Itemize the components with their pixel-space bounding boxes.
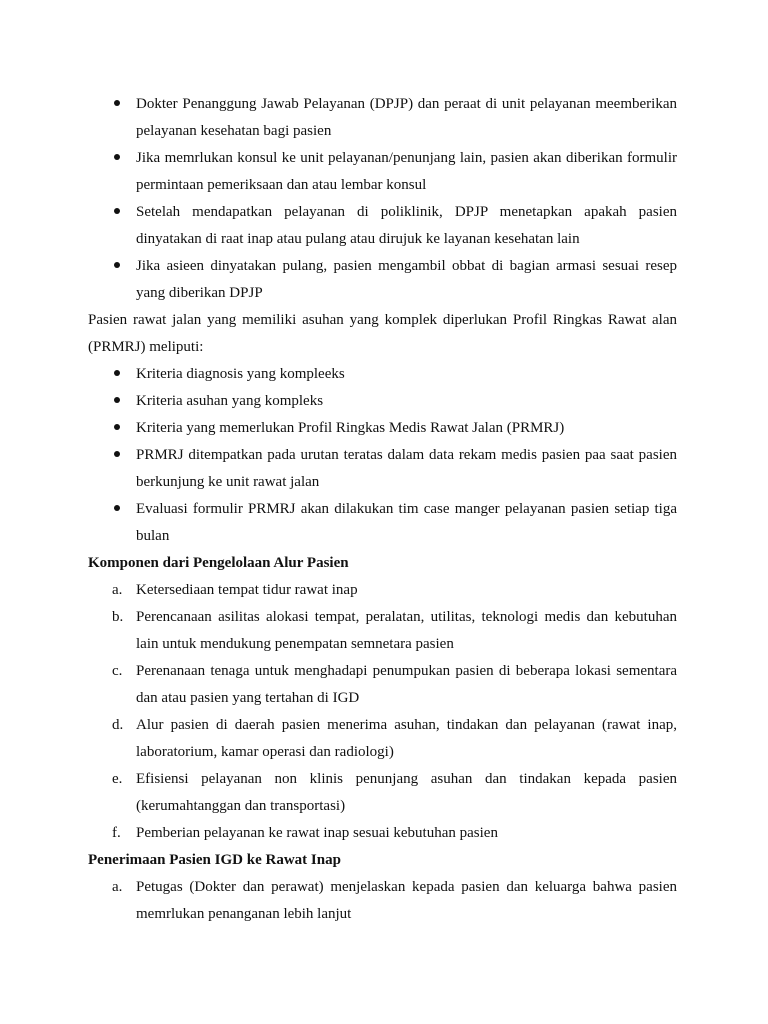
list-item (88, 496, 677, 550)
bullet-list-prmrj (88, 361, 677, 550)
bullet-icon (112, 415, 128, 442)
list-item (88, 874, 677, 928)
list-item (88, 199, 677, 253)
bullet-icon (112, 496, 128, 523)
list-item-text: PRMRJ ditempatkan pada urutan teratas dalam data rekam medis pasien paa saat pasien berkunjung ke unit rawat jalan (136, 447, 677, 490)
list-item-text: Petugas (Dokter dan perawat) menjelaskan kepada pasien dan keluarga bahwa pasien memrlukan penanganan lebih lanjut (136, 879, 677, 922)
list-item (88, 577, 677, 604)
list-item (88, 253, 677, 307)
list-item-text: Jika asieen dinyatakan pulang, pasien mengambil obbat di bagian armasi sesuai resep yang diberikan DPJP (136, 258, 677, 301)
list-marker: c. (112, 663, 123, 679)
section-heading-komponen: Komponen dari Pengelolaan Alur Pasien (88, 555, 349, 571)
list-item-text: Ketersediaan tempat tidur rawat inap (136, 582, 358, 598)
list-item (88, 388, 677, 415)
bullet-icon (112, 91, 128, 118)
list-item (88, 415, 677, 442)
lettered-list-komponen (88, 577, 677, 847)
list-item-text: Alur pasien di daerah pasien menerima asuhan, tindakan dan pelayanan (rawat inap, laboratorium, kamar operasi dan radiologi) (136, 717, 677, 760)
bullet-icon (112, 199, 128, 226)
bullet-list-services (88, 91, 677, 307)
list-item (88, 766, 677, 820)
list-item-text: Kriteria asuhan yang kompleks (136, 393, 324, 409)
document-page (88, 91, 677, 928)
bullet-icon (112, 253, 128, 280)
list-item (88, 91, 677, 145)
list-item (88, 361, 677, 388)
list-item-text: Perenanaan tenaga untuk menghadapi penumpukan pasien di beberapa lokasi sementara dan atau pasien yang tertahan di IGD (136, 663, 677, 706)
list-marker: b. (112, 609, 124, 625)
list-item-text: Pemberian pelayanan ke rawat inap sesuai kebutuhan pasien (136, 825, 498, 841)
list-item (88, 604, 677, 658)
list-item-text: Setelah mendapatkan pelayanan di poliklinik, DPJP menetapkan apakah pasien dinyatakan di raat inap atau pulang atau dirujuk ke layanan kesehatan lain (136, 204, 677, 247)
bullet-icon (112, 145, 128, 172)
list-item (88, 442, 677, 496)
bullet-icon (112, 361, 128, 388)
list-item (88, 145, 677, 199)
list-item-text: Efisiensi pelayanan non klinis penunjang asuhan dan tindakan kepada pasien (kerumahtanggan dan transportasi) (136, 771, 677, 814)
list-item-text: Kriteria yang memerlukan Profil Ringkas Medis Rawat Jalan (PRMRJ) (136, 420, 565, 436)
list-marker: d. (112, 717, 124, 733)
list-marker: a. (112, 879, 123, 895)
bullet-icon (112, 388, 128, 415)
list-marker: a. (112, 582, 123, 598)
prmrj-intro-paragraph: Pasien rawat jalan yang memiliki asuhan yang komplek diperlukan Profil Ringkas Rawat alan (PRMRJ) meliputi: (88, 312, 677, 355)
section-heading-penerimaan: Penerimaan Pasien IGD ke Rawat Inap (88, 852, 341, 868)
list-item (88, 820, 677, 847)
list-item-text: Kriteria diagnosis yang kompleeks (136, 366, 345, 382)
list-item-text: Perencanaan asilitas alokasi tempat, peralatan, utilitas, teknologi medis dan kebutuhan lain untuk mendukung penempatan semnetara pasien (136, 609, 677, 652)
list-item-text: Jika memrlukan konsul ke unit pelayanan/penunjang lain, pasien akan diberikan formulir permintaan pemeriksaan dan atau lembar konsul (136, 150, 677, 193)
lettered-list-penerimaan (88, 874, 677, 928)
list-item-text: Evaluasi formulir PRMRJ akan dilakukan tim case manger pelayanan pasien setiap tiga bulan (136, 501, 677, 544)
bullet-icon (112, 442, 128, 469)
list-item (88, 712, 677, 766)
list-marker: f. (112, 825, 121, 841)
list-item (88, 658, 677, 712)
list-item-text: Dokter Penanggung Jawab Pelayanan (DPJP) dan peraat di unit pelayanan meemberikan pelayanan kesehatan bagi pasien (136, 96, 677, 139)
list-marker: e. (112, 771, 123, 787)
